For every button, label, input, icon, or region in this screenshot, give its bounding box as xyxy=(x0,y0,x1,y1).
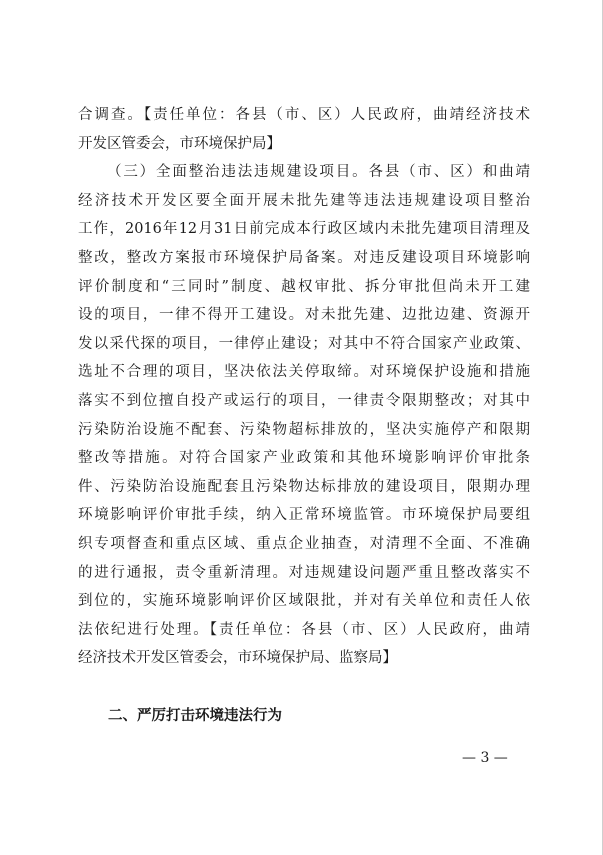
body-text xyxy=(78,101,530,673)
text-line: 评价制度和“三同时”制度、越权审批、拆分审批但尚未开工建 xyxy=(78,278,530,295)
text-line: 整改等措施。对符合国家产业政策和其他环境影响评价审批条 xyxy=(78,450,530,467)
section-heading: 二、严厉打击环境违法行为 xyxy=(108,708,282,724)
text-line: 选址不合理的项目，坚决依法关停取缔。对环境保护设施和措施 xyxy=(78,364,530,381)
text-line: 落实不到位擅自投产或运行的项目，一律责令限期整改；对其中 xyxy=(78,392,530,409)
text-line: 法依纪进行处理。【责任单位：各县（市、区）人民政府，曲靖 xyxy=(78,621,530,638)
text-line: 的进行通报，责令重新清理。对违规建设问题严重且整改落实不 xyxy=(78,564,530,581)
text-line: 工作，2016年12月31日前完成本行政区域内未批先建项目清理及 xyxy=(78,221,530,238)
text-line: 经济技术开发区要全面开展未批先建等违法违规建设项目整治 xyxy=(78,192,530,209)
text-line: 污染防治设施不配套、污染物超标排放的，坚决实施停产和限期 xyxy=(78,421,530,438)
text-line: 发以采代探的项目，一律停止建设；对其中不符合国家产业政策、 xyxy=(78,335,530,352)
page-number: — 3 — xyxy=(462,750,508,766)
text-line: 整改，整改方案报市环境保护局备案。对违反建设项目环境影响 xyxy=(78,249,530,266)
text-line: 经济技术开发区管委会，市环境保护局、监察局】 xyxy=(78,650,397,667)
text-line: 设的项目，一律不得开工建设。对未批先建、边批边建、资源开 xyxy=(78,307,530,324)
text-line: 开发区管委会，市环境保护局】 xyxy=(78,135,281,152)
text-line: 合调查。【责任单位：各县（市、区）人民政府，曲靖经济技术 xyxy=(78,107,530,123)
text-line: 织专项督查和重点区域、重点企业抽查，对清理不全面、不准确 xyxy=(78,535,530,552)
text-line: 到位的，实施环境影响评价区域限批，并对有关单位和责任人依 xyxy=(78,593,530,610)
section-paragraph-start: （三）全面整治违法违规建设项目。各县（市、区）和曲靖 xyxy=(107,164,530,181)
text-line: 环境影响评价审批手续，纳入正常环境监管。市环境保护局要组 xyxy=(78,507,530,524)
text-line: 件、污染防治设施配套且污染物达标排放的建设项目，限期办理 xyxy=(78,478,530,495)
